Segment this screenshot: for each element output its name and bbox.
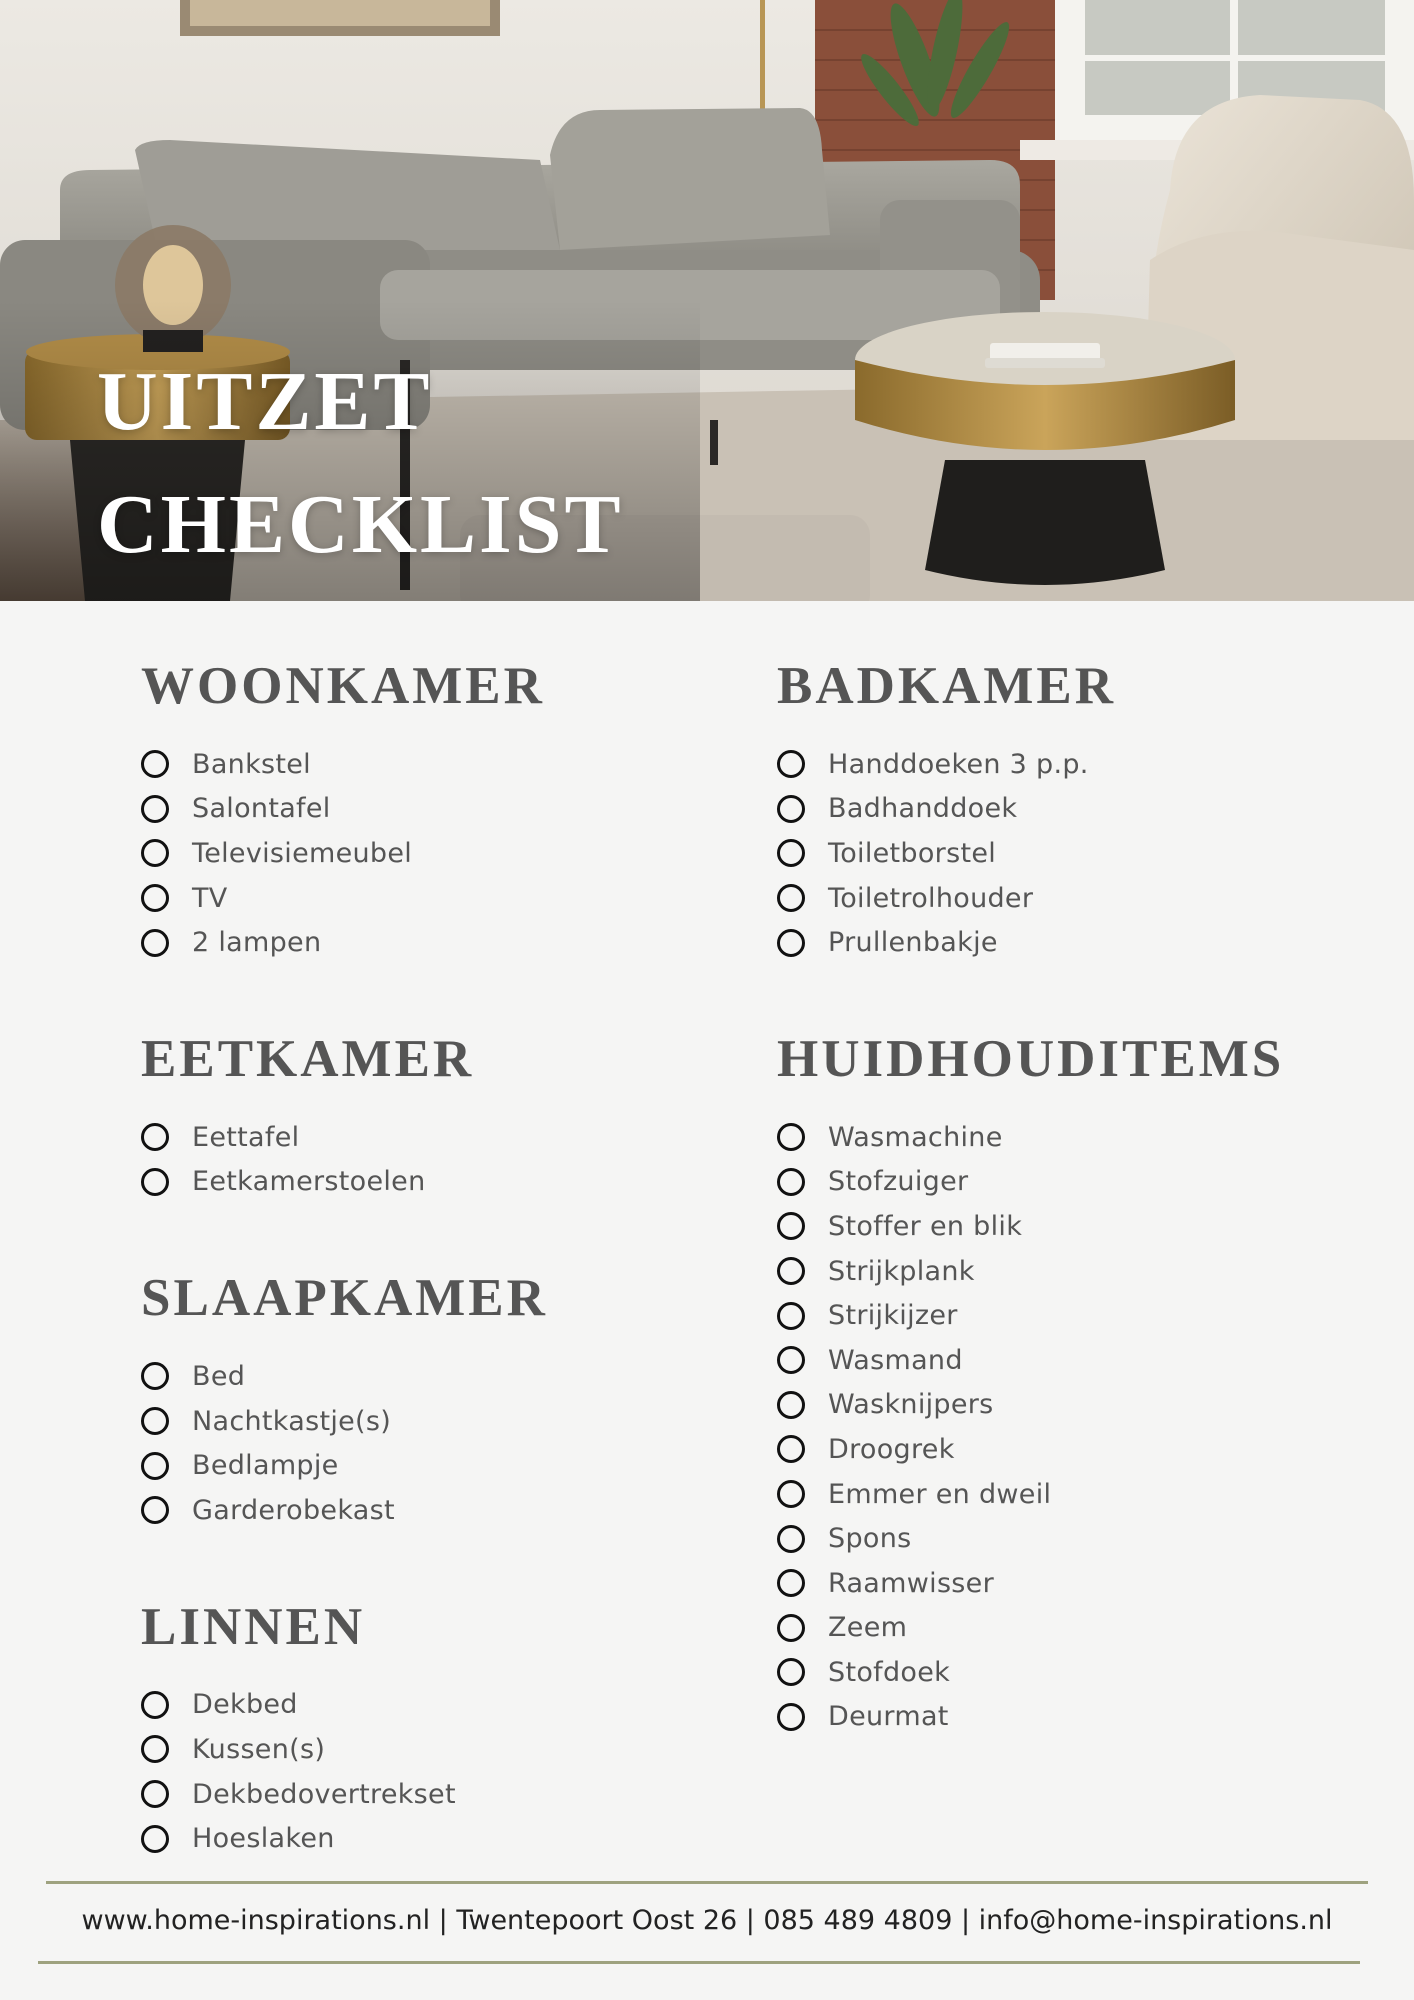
item-label: Garderobekast — [192, 1494, 395, 1526]
checklist-item[interactable] — [777, 1606, 1377, 1651]
section-eetkamer — [141, 1021, 701, 1204]
checklist-item[interactable] — [777, 920, 1377, 965]
section-huidhouditems — [777, 1021, 1377, 1739]
page-title — [97, 340, 624, 586]
circle-checkbox-icon[interactable] — [777, 1302, 805, 1330]
checklist-item[interactable] — [141, 1115, 701, 1160]
checklist-item[interactable] — [777, 876, 1377, 921]
checklist-item[interactable] — [141, 1354, 701, 1399]
section-slaapkamer — [141, 1260, 701, 1532]
checklist — [141, 742, 701, 965]
circle-checkbox-icon[interactable] — [141, 1362, 169, 1390]
circle-checkbox-icon[interactable] — [777, 1569, 805, 1597]
circle-checkbox-icon[interactable] — [777, 1614, 805, 1642]
circle-checkbox-icon[interactable] — [141, 839, 169, 867]
item-label: Raamwisser — [828, 1567, 994, 1599]
footer-divider-top — [46, 1881, 1368, 1884]
circle-checkbox-icon[interactable] — [141, 1123, 169, 1151]
circle-checkbox-icon[interactable] — [141, 929, 169, 957]
item-label: Strijkijzer — [828, 1300, 958, 1332]
circle-checkbox-icon[interactable] — [141, 1496, 169, 1524]
title-line-2: CHECKLIST — [97, 478, 624, 571]
item-label: Emmer en dweil — [828, 1478, 1052, 1510]
checklist-item[interactable] — [141, 920, 701, 965]
circle-checkbox-icon[interactable] — [777, 1391, 805, 1419]
circle-checkbox-icon[interactable] — [777, 929, 805, 957]
circle-checkbox-icon[interactable] — [141, 795, 169, 823]
checklist-item[interactable] — [777, 1383, 1377, 1428]
circle-checkbox-icon[interactable] — [777, 1212, 805, 1240]
checklist-item[interactable] — [141, 1160, 701, 1205]
checklist-item[interactable] — [777, 1160, 1377, 1205]
checklist-item[interactable] — [141, 1488, 701, 1533]
footer-divider-bottom — [38, 1961, 1360, 1964]
checklist-item[interactable] — [141, 1816, 701, 1861]
footer-contact: www.home-inspirations.nl | Twentepoort Oost 26 | 085 489 4809 | info@home-inspirations.nl — [81, 1905, 1333, 1936]
item-label: Nachtkastje(s) — [192, 1405, 392, 1437]
checklist-item[interactable] — [141, 1443, 701, 1488]
circle-checkbox-icon[interactable] — [141, 1168, 169, 1196]
checklist-item[interactable] — [777, 1472, 1377, 1517]
checklist-item[interactable] — [777, 787, 1377, 832]
checklist-item[interactable] — [777, 1695, 1377, 1740]
checklist-right-column — [777, 648, 1377, 1795]
item-label: Badhanddoek — [828, 793, 1018, 825]
circle-checkbox-icon[interactable] — [141, 750, 169, 778]
checklist-item[interactable] — [141, 1772, 701, 1817]
title-line-1: UITZET — [97, 355, 433, 448]
item-label: Toiletborstel — [828, 837, 997, 869]
item-label: Zeem — [828, 1612, 908, 1644]
circle-checkbox-icon[interactable] — [141, 1825, 169, 1853]
checklist-item[interactable] — [777, 1561, 1377, 1606]
checklist-item[interactable] — [141, 876, 701, 921]
circle-checkbox-icon[interactable] — [141, 1735, 169, 1763]
item-label: Toiletrolhouder — [828, 882, 1034, 914]
circle-checkbox-icon[interactable] — [141, 1452, 169, 1480]
circle-checkbox-icon[interactable] — [777, 1658, 805, 1686]
checklist-item[interactable] — [777, 1293, 1377, 1338]
checklist — [141, 1683, 701, 1861]
section-heading: WOONKAMER — [141, 657, 545, 715]
circle-checkbox-icon[interactable] — [777, 795, 805, 823]
checklist-item[interactable] — [777, 1338, 1377, 1383]
section-linnen — [141, 1589, 701, 1861]
item-label: Eettafel — [192, 1121, 300, 1153]
item-label: Wasknijpers — [828, 1389, 994, 1421]
checklist-item[interactable] — [141, 787, 701, 832]
checklist-left-column — [141, 648, 701, 1917]
checklist-item[interactable] — [141, 1399, 701, 1444]
circle-checkbox-icon[interactable] — [777, 1123, 805, 1151]
item-label: Dekbed — [192, 1689, 298, 1721]
item-label: Stoffer en blik — [828, 1210, 1023, 1242]
hero-photo — [0, 0, 1414, 601]
item-label: Stofdoek — [828, 1656, 951, 1688]
item-label: Bed — [192, 1360, 246, 1392]
item-label: TV — [192, 882, 228, 914]
item-label: Televisiemeubel — [192, 837, 413, 869]
item-label: Spons — [828, 1523, 912, 1555]
checklist-item[interactable] — [777, 742, 1377, 787]
checklist-item[interactable] — [777, 1204, 1377, 1249]
item-label: Kussen(s) — [192, 1733, 326, 1765]
item-label: Wasmand — [828, 1344, 963, 1376]
checklist — [141, 1354, 701, 1532]
item-label: Wasmachine — [828, 1121, 1003, 1153]
circle-checkbox-icon[interactable] — [777, 1346, 805, 1374]
checklist-item[interactable] — [777, 831, 1377, 876]
checklist-item[interactable] — [777, 1115, 1377, 1160]
item-label: Handdoeken 3 p.p. — [828, 748, 1089, 780]
checklist-item[interactable] — [777, 1427, 1377, 1472]
item-label: Droogrek — [828, 1433, 955, 1465]
item-label: Salontafel — [192, 793, 331, 825]
item-label: Prullenbakje — [828, 927, 998, 959]
checklist — [141, 1115, 701, 1204]
checklist-item[interactable] — [141, 1727, 701, 1772]
circle-checkbox-icon[interactable] — [777, 1480, 805, 1508]
section-badkamer — [777, 648, 1377, 965]
checklist-item[interactable] — [141, 831, 701, 876]
item-label: Bankstel — [192, 748, 311, 780]
circle-checkbox-icon[interactable] — [777, 750, 805, 778]
checklist-item[interactable] — [141, 1683, 701, 1728]
item-label: 2 lampen — [192, 927, 322, 959]
circle-checkbox-icon[interactable] — [777, 1703, 805, 1731]
circle-checkbox-icon[interactable] — [777, 1257, 805, 1285]
checklist — [777, 1115, 1377, 1739]
section-heading: BADKAMER — [777, 657, 1117, 715]
circle-checkbox-icon[interactable] — [141, 1407, 169, 1435]
circle-checkbox-icon[interactable] — [777, 1435, 805, 1463]
section-heading: HUIDHOUDITEMS — [777, 1029, 1285, 1088]
checklist-item[interactable] — [777, 1249, 1377, 1294]
item-label: Stofzuiger — [828, 1166, 969, 1198]
circle-checkbox-icon[interactable] — [141, 1691, 169, 1719]
checklist-item[interactable] — [777, 1650, 1377, 1695]
item-label: Deurmat — [828, 1701, 949, 1733]
checklist — [777, 742, 1377, 965]
circle-checkbox-icon[interactable] — [777, 839, 805, 867]
circle-checkbox-icon[interactable] — [777, 1168, 805, 1196]
item-label: Eetkamerstoelen — [192, 1166, 426, 1198]
section-heading: SLAAPKAMER — [141, 1269, 548, 1328]
item-label: Strijkplank — [828, 1255, 975, 1287]
section-heading: EETKAMER — [141, 1029, 475, 1088]
circle-checkbox-icon[interactable] — [777, 884, 805, 912]
circle-checkbox-icon[interactable] — [777, 1525, 805, 1553]
section-heading: LINNEN — [141, 1597, 366, 1656]
checklist-item[interactable] — [141, 742, 701, 787]
item-label: Dekbedovertrekset — [192, 1778, 456, 1810]
item-label: Hoeslaken — [192, 1823, 335, 1855]
circle-checkbox-icon[interactable] — [141, 1780, 169, 1808]
item-label: Bedlampje — [192, 1450, 339, 1482]
circle-checkbox-icon[interactable] — [141, 884, 169, 912]
section-woonkamer — [141, 648, 701, 965]
checklist-item[interactable] — [777, 1516, 1377, 1561]
